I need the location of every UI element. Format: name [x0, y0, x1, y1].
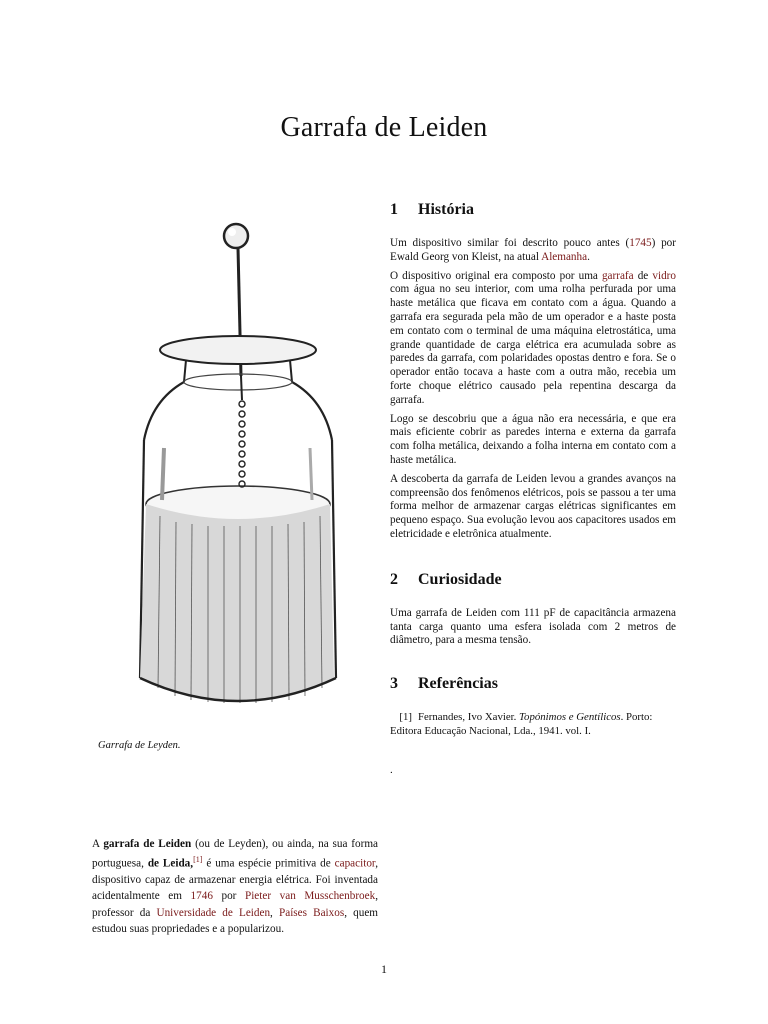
trailing-dot: .	[390, 764, 393, 777]
section-heading	[390, 196, 676, 224]
leyden-jar-illustration	[100, 204, 378, 726]
text-run: A descoberta da garrafa de Leiden levou a grandes avanços na compreensão dos fenômenos elétricos, pois se passou a ter uma forma melhor de armazenar cargas elétricas significantes em pequeno espaço. Sua evolução levou aos capacitores usados em eletricidade e eletrônica atualmente.	[390, 472, 676, 540]
text-run: ,	[190, 857, 194, 870]
section-heading	[390, 566, 676, 594]
text-run: O dispositivo original era composto por uma	[390, 269, 602, 282]
section-title: História	[418, 201, 474, 218]
text-link[interactable]: 1746	[190, 890, 213, 903]
text-run: Topónimos e Gentílicos	[519, 711, 621, 724]
text-run: por	[212, 890, 245, 903]
reference-text	[390, 711, 652, 737]
historia-paragraph-2	[390, 270, 676, 408]
figure-caption: Garrafa de Leyden.	[98, 740, 181, 751]
text-run: Um dispositivo similar foi descrito pouco antes (	[390, 237, 630, 249]
text-link[interactable]: Universidade de Leiden	[156, 906, 271, 919]
text-link[interactable]: 1745	[629, 237, 652, 249]
text-run: Uma garrafa de Leiden com 111 pF de capacitância armazena tanta carga quanto uma esfera isolada com 2 metros de diâmetro, para a mesma tensão.	[390, 606, 676, 647]
historia-paragraph-3	[390, 413, 676, 468]
text-run: de Leida	[147, 857, 191, 870]
text-run: Fernandes, Ivo Xavier.	[418, 711, 520, 724]
text-link[interactable]: Alemanha	[541, 250, 588, 263]
text-run: (ou de Leyden), ou ainda, na sua forma portuguesa,	[92, 838, 379, 870]
text-run: , dispositivo capaz de armazenar energia elétrica. Foi inventada acidentalmente em	[92, 857, 378, 903]
text-run: ) por Ewald Georg von Kleist, na atual	[390, 237, 676, 263]
section-historia	[390, 196, 676, 542]
section-heading	[390, 670, 676, 698]
section-title: Referências	[418, 675, 498, 693]
text-run: com água no seu interior, com uma rolha perfurada por uma haste metálica que ficava em contato com a água. Quando a garrafa era segurada pela mão de um operador e a haste posta em contato com o terminal de uma máquina eletrostática, uma grande quantidade de carga elétrica era acumulada sobre as paredes da garrafa, com polaridades opostas dentro e fora. Se o operador então tocava a haste com a outra mão, recebia um forte choque elétrico causado pela repentina descarga da garrafa.	[390, 283, 676, 406]
text-run: A	[92, 838, 104, 850]
right-column	[390, 196, 676, 776]
historia-paragraph-1	[390, 237, 676, 265]
section-title: Curiosidade	[418, 570, 502, 588]
section-number: 3	[390, 675, 398, 693]
text-link[interactable]: vidro	[652, 269, 676, 282]
text-run: garrafa de Leiden	[103, 838, 192, 850]
section-curiosidade	[390, 566, 676, 648]
section-referencias	[390, 670, 676, 776]
intro-paragraph	[92, 836, 378, 937]
reference-item	[390, 710, 676, 738]
text-run: , professor da	[92, 890, 378, 919]
historia-paragraph-4	[390, 473, 676, 542]
section-number: 2	[390, 570, 398, 588]
page-number: 1	[381, 962, 387, 976]
text-link[interactable]: garrafa	[601, 269, 634, 282]
text-run: ,	[270, 906, 279, 919]
text-run: . Porto: Editora Educação Nacional, Lda., 1941. vol. I.	[390, 711, 653, 738]
section-number: 1	[390, 201, 398, 218]
text-run: Logo se descobriu que a água não era necessária, e que era mais eficiente cobrir as paredes interna e externa da garrafa com folha metálica, deixando a folha interna em contato com a haste metálica.	[390, 412, 676, 466]
curiosidade-paragraph	[390, 607, 676, 648]
text-run: de	[633, 269, 653, 282]
text-run: é uma espécie primitiva de	[202, 857, 335, 870]
leyden-jar-drawing	[100, 204, 378, 726]
text-link[interactable]: Países Baixos	[279, 906, 345, 919]
page-title: Garrafa de Leiden	[280, 112, 488, 143]
text-run: , quem estudou suas propriedades e a popularizou.	[92, 906, 379, 935]
text-link[interactable]: Pieter van Musschenbroek	[244, 890, 376, 903]
reference-number: [1]	[399, 711, 412, 724]
text-run: .	[587, 250, 590, 263]
text-link[interactable]: capacitor	[334, 857, 376, 870]
text-link[interactable]: [1]	[193, 855, 203, 865]
